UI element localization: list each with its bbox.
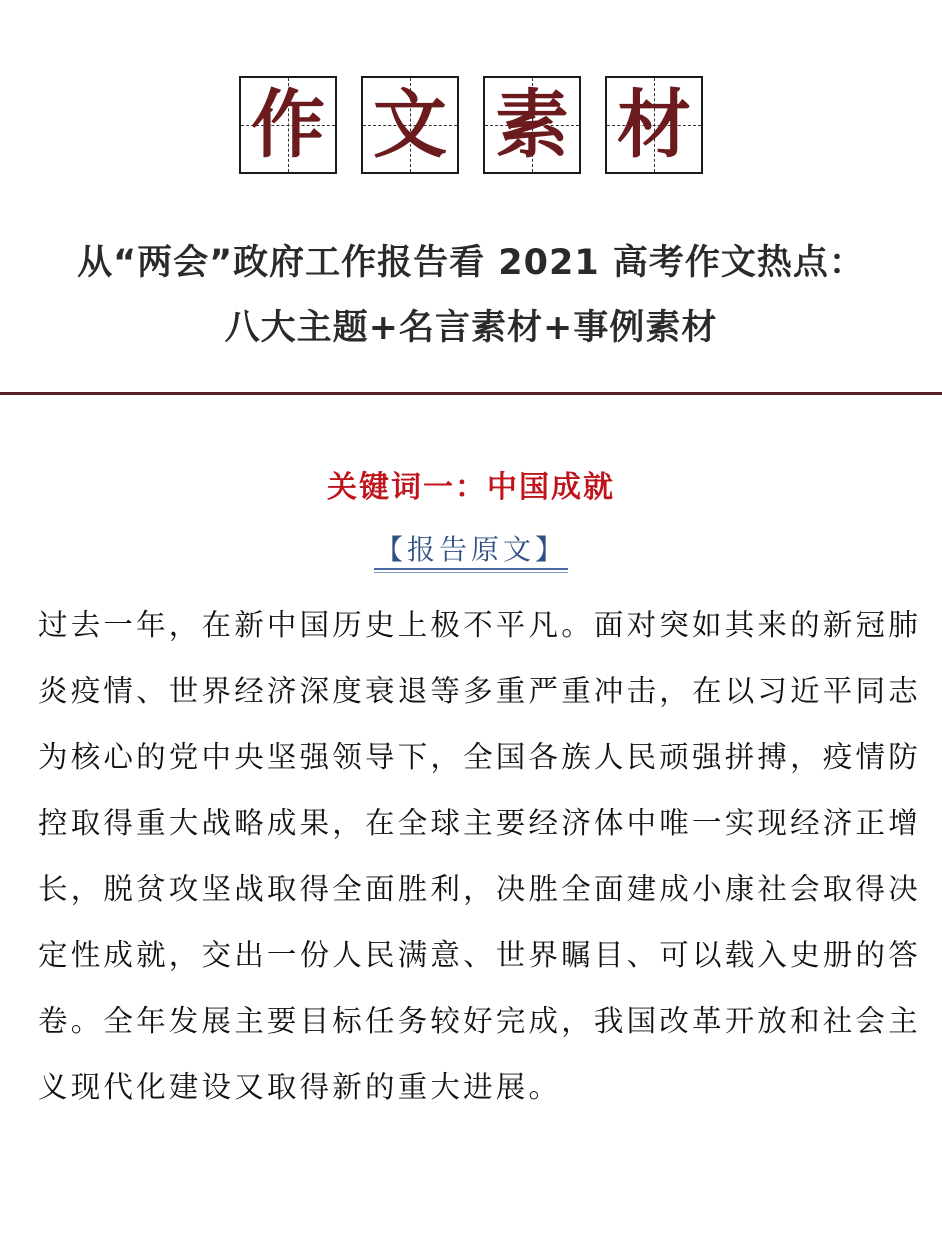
body-line: 炎疫情、世界经济深度衰退等多重严重冲击，在以习近平同志 (38, 674, 921, 708)
banner-char: 文 (373, 82, 447, 168)
title-banner (0, 76, 942, 174)
grid-cell-1 (239, 76, 337, 174)
banner-char: 作 (251, 82, 325, 168)
report-original-tag (374, 528, 568, 568)
body-line: 为核心的党中央坚强领导下，全国各族人民顽强拼搏，疫情防 (38, 740, 921, 774)
grid-cell-2 (361, 76, 459, 174)
banner-char: 素 (495, 82, 569, 168)
body-line: 卷。全年发展主要目标任务较好完成，我国改革开放和社会主 (38, 1004, 921, 1038)
body-line: 定性成就，交出一份人民满意、世界瞩目、可以载入史册的答 (38, 938, 921, 972)
section-divider (0, 392, 942, 395)
headline-line-2: 八大主题+名言素材+事例素材 (224, 308, 718, 348)
headline-line-1: 从“两会”政府工作报告看 2021 高考作文热点： (77, 243, 865, 283)
report-original-label: 【报告原文】 (374, 533, 567, 566)
grid-cell-3 (483, 76, 581, 174)
body-line: 长，脱贫攻坚战取得全面胜利，决胜全面建成小康社会取得决 (38, 872, 921, 906)
banner-char: 材 (617, 82, 691, 168)
tag-underline-thin (374, 572, 568, 573)
body-line: 控取得重大战略成果，在全球主要经济体中唯一实现经济正增 (38, 806, 921, 840)
body-line: 过去一年，在新中国历史上极不平凡。面对突如其来的新冠肺 (38, 608, 921, 642)
body-line: 义现代化建设又取得新的重大进展。 (38, 1070, 562, 1104)
report-body (38, 592, 921, 1120)
grid-cell-4 (605, 76, 703, 174)
keyword-heading: 关键词一：中国成就 (327, 470, 615, 505)
tag-underline (374, 568, 568, 570)
